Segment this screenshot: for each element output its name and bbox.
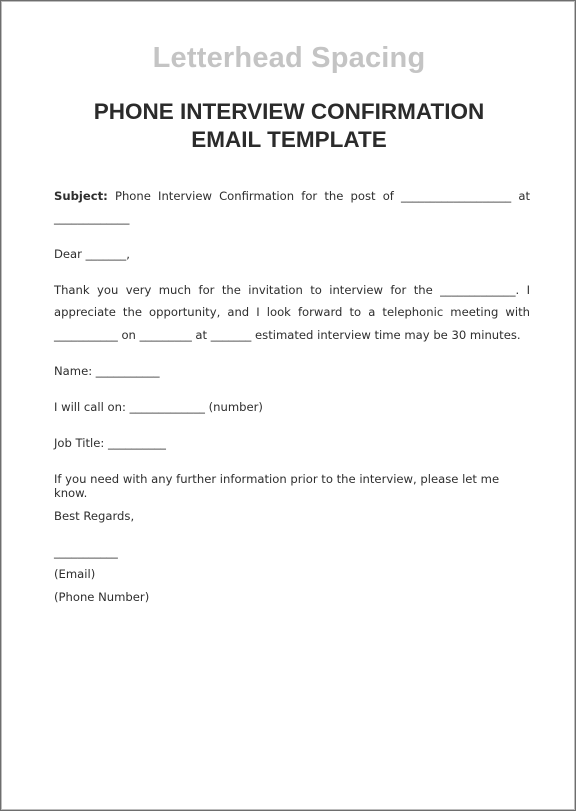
- document-title: [1, 98, 576, 154]
- subject-line: [54, 189, 530, 203]
- subject-continuation: _____________: [54, 211, 130, 225]
- job-title-field: Job Title: __________: [54, 436, 166, 450]
- closing: Best Regards,: [54, 509, 135, 523]
- title-line-1: PHONE INTERVIEW CONFIRMATION: [93, 99, 485, 124]
- greeting: Dear _______,: [54, 247, 130, 261]
- subject-text: Phone Interview Confirmation for the post of ___________________ at: [114, 189, 530, 203]
- name-field: Name: ___________: [54, 364, 160, 378]
- title-line-2: EMAIL TEMPLATE: [191, 127, 387, 152]
- paragraph-line-2: appreciate the opportunity, and I look forward to a telephonic meeting with: [54, 305, 530, 319]
- paragraph-line-3: ___________ on _________ at _______ estimated interview time may be 30 minutes.: [54, 328, 521, 342]
- letterhead-placeholder: Letterhead Spacing: [152, 42, 426, 74]
- signature-line: ___________: [54, 545, 118, 559]
- call-number-field: I will call on: _____________ (number): [54, 400, 263, 414]
- phone-label: (Phone Number): [54, 590, 150, 604]
- further-info-text: If you need with any further information prior to the interview, please let me know.: [54, 472, 500, 500]
- subject-label: Subject:: [54, 189, 108, 203]
- paragraph-line-1: Thank you very much for the invitation to interview for the _____________. I: [54, 283, 530, 297]
- email-label: (Email): [54, 567, 96, 581]
